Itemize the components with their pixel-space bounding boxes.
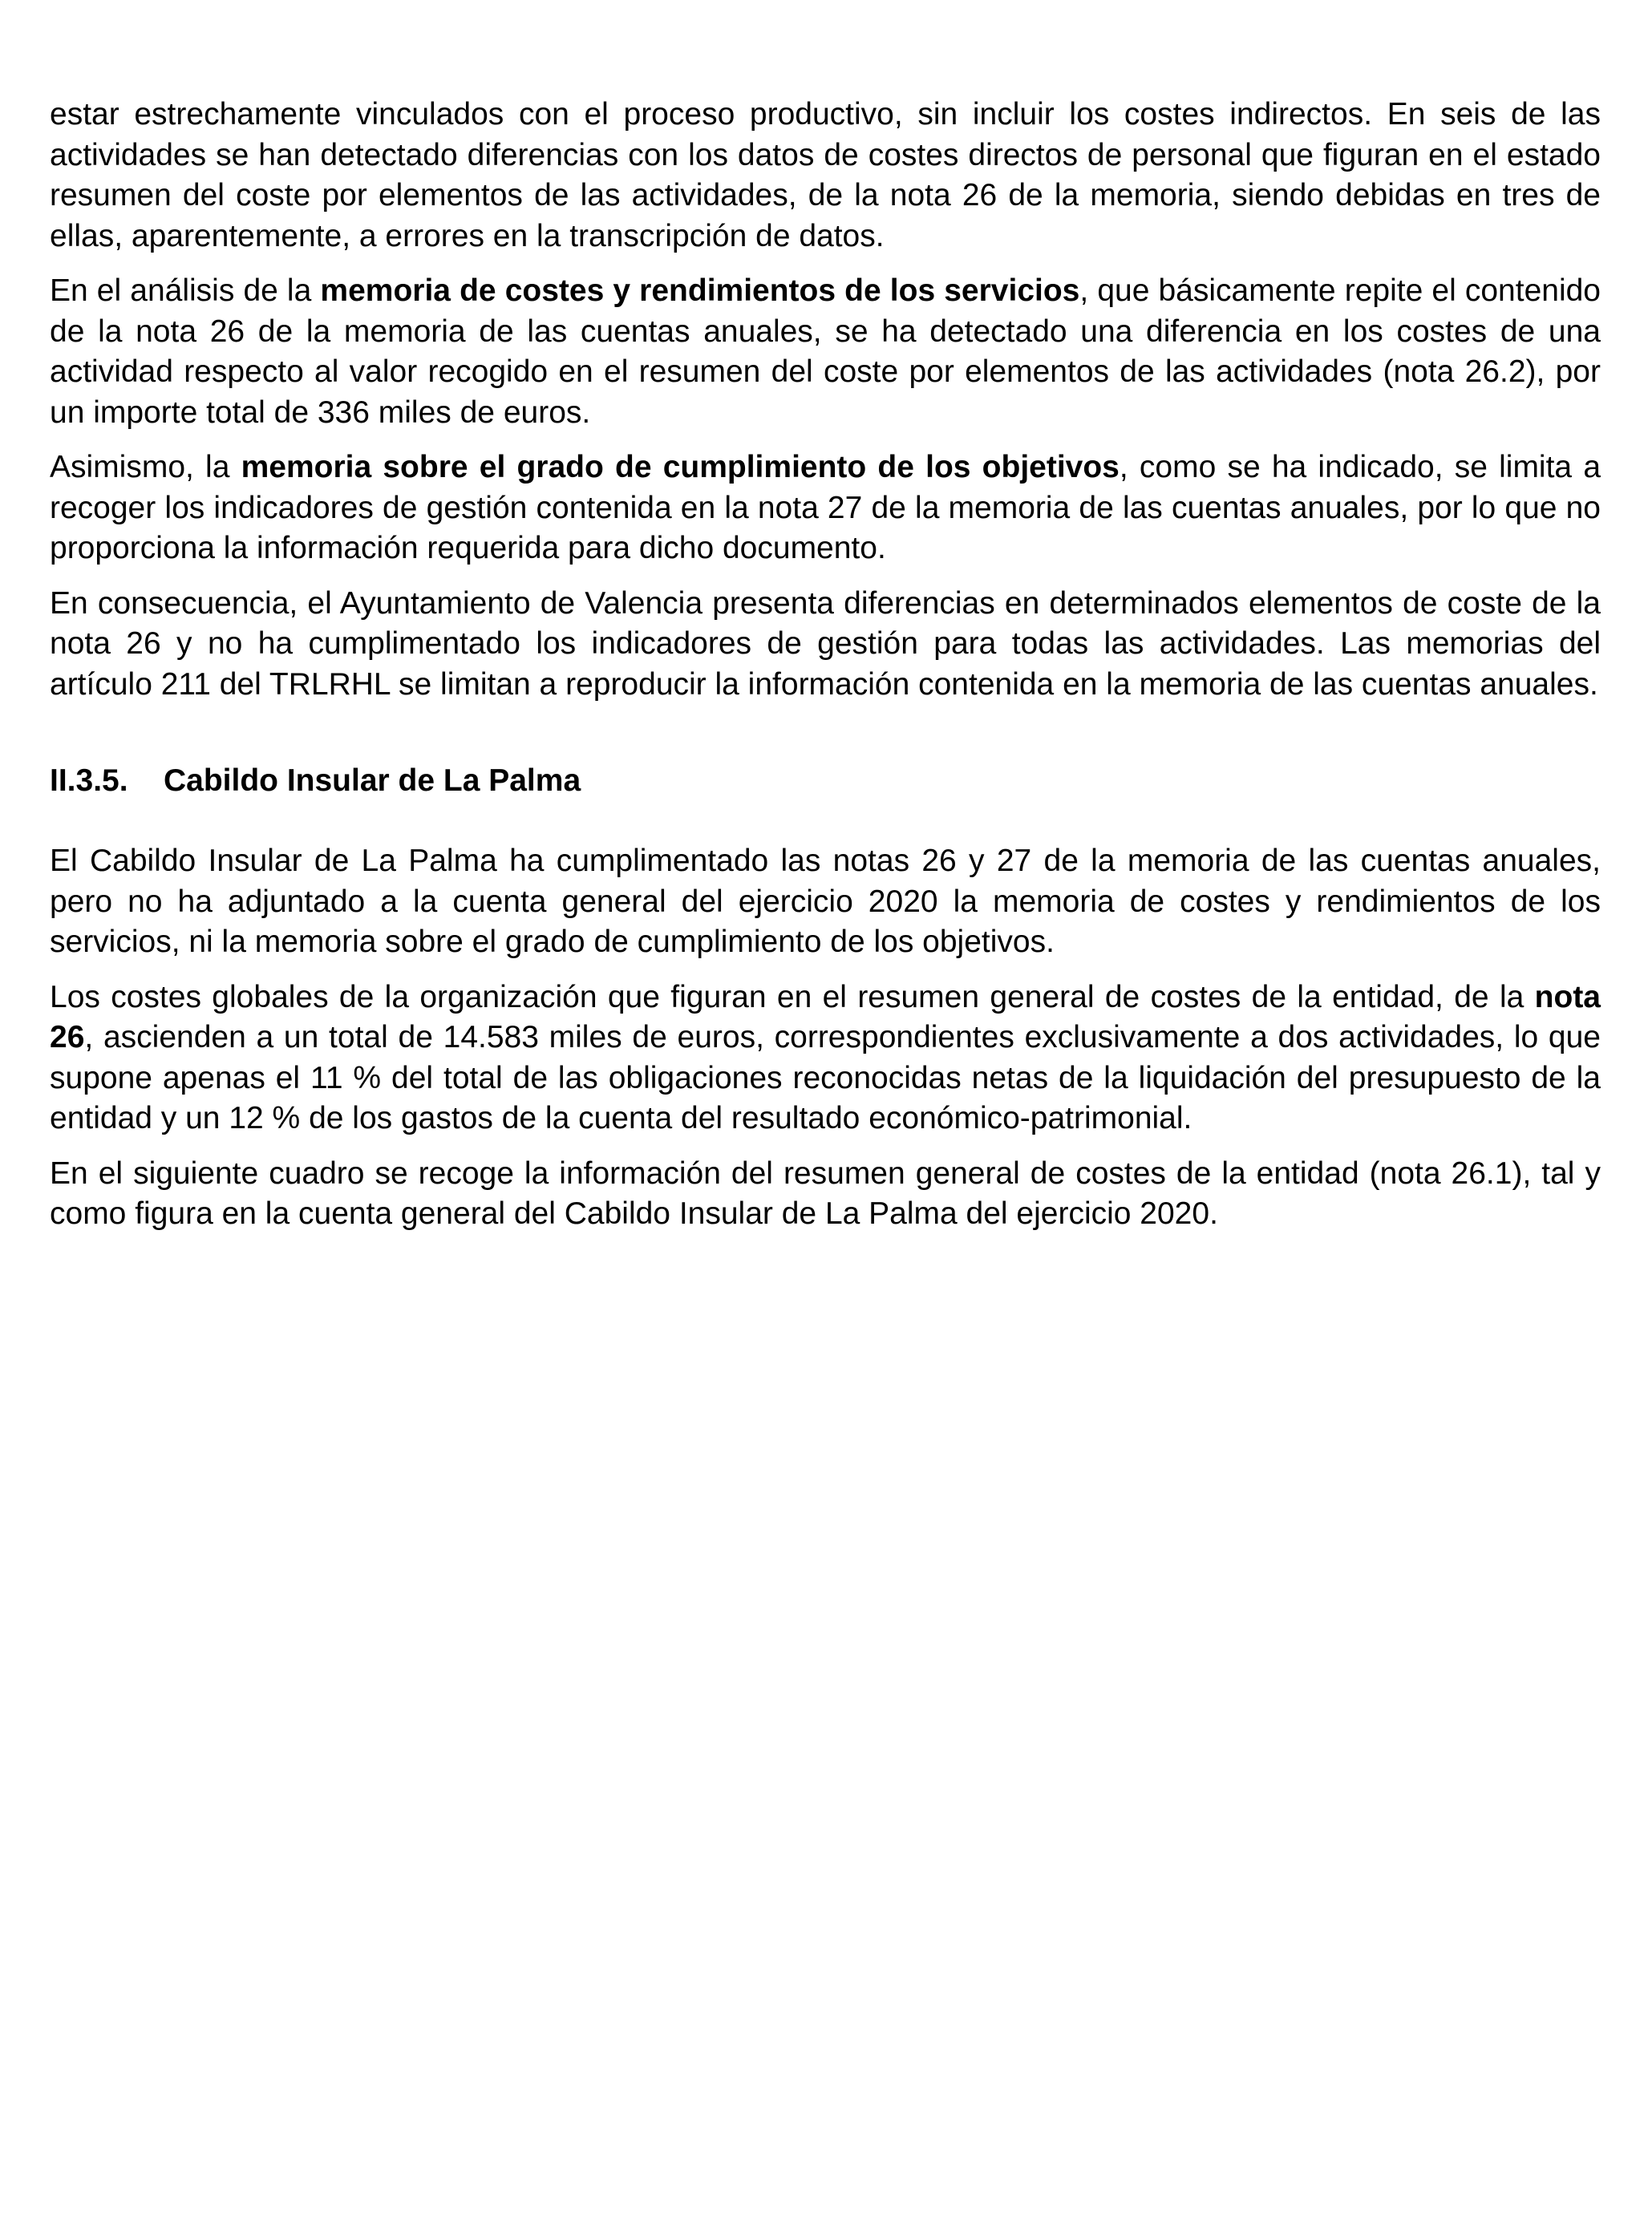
paragraph-palma-notas — [50, 841, 1601, 963]
section-heading — [50, 761, 1601, 801]
text-span: En el siguiente cuadro se recoge la información del resumen general de costes de la entidad (nota 26.1), tal y como figura en la cuenta general del Cabildo Insular de La Palma del ejercicio 2020. — [50, 1155, 1601, 1231]
section-number: II.3.5. — [50, 763, 128, 798]
text-span: En consecuencia, el Ayuntamiento de Valencia presenta diferencias en determinados elementos de coste de la nota 26 y no ha cumplimentado los indicadores de gestión para todas las actividades. Las memorias del artículo 211 del TRLRHL se limitan a reproducir la información contenida en la memoria de las cuentas anuales. — [50, 585, 1601, 702]
bold-term: memoria de costes y rendimientos de los servicios — [320, 273, 1080, 308]
bold-term: nota 26 — [50, 979, 1601, 1054]
paragraph-valencia-costes-directos — [50, 95, 1601, 257]
paragraph-valencia-memoria-costes — [50, 271, 1601, 433]
text-span: , que básicamente repite el contenido de la nota 26 de la memoria de las cuentas anuales, se ha detectado una diferencia en los costes de una actividad respecto al valor recogido en el resumen del coste por elementos de las actividades (nota 26.2), por un importe total de 336 miles de euros. — [50, 273, 1601, 430]
section-title: Cabildo Insular de La Palma — [164, 763, 581, 798]
text-span: En el análisis de la — [50, 273, 321, 308]
bold-term: memoria sobre el grado de cumplimiento de los objetivos — [241, 450, 1120, 484]
document-page — [50, 95, 1601, 1249]
paragraph-valencia-conclusion — [50, 584, 1601, 706]
text-span: El Cabildo Insular de La Palma ha cumplimentado las notas 26 y 27 de la memoria de las cuentas anuales, pero no ha adjuntado a la cuenta general del ejercicio 2020 la memoria de costes y rendimientos de los servicios, ni la memoria sobre el grado de cumplimiento de los objetivos. — [50, 844, 1601, 959]
text-span: Asimismo, la — [50, 450, 241, 484]
text-span: Los costes globales de la organización que figuran en el resumen general de costes de la entidad, de la — [50, 979, 1535, 1014]
text-span: , ascienden a un total de 14.583 miles de euros, correspondientes exclusivamente a dos actividades, lo que supone apenas el 11 % del total de las obligaciones reconocidas netas de la liquidación del presupuesto de la entidad y un 12 % de los gastos de la cuenta del resultado económico-patrimonial. — [50, 1020, 1601, 1135]
paragraph-palma-costes-globales — [50, 977, 1601, 1139]
paragraph-palma-cuadro — [50, 1154, 1601, 1235]
text-span: estar estrechamente vinculados con el proceso productivo, sin incluir los costes indirectos. En seis de las actividades se han detectado diferencias con los datos de costes directos de personal que figuran en el estado resumen del coste por elementos de las actividades, de la nota 26 de la memoria, siendo debidas en tres de ellas, aparentemente, a errores en la transcripción de datos. — [50, 97, 1601, 253]
text-span: , como se ha indicado, se limita a recoger los indicadores de gestión contenida en la nota 27 de la memoria de las cuentas anuales, por lo que no proporciona la información requerida para dicho documento. — [50, 450, 1601, 565]
paragraph-valencia-memoria-objetivos — [50, 447, 1601, 569]
